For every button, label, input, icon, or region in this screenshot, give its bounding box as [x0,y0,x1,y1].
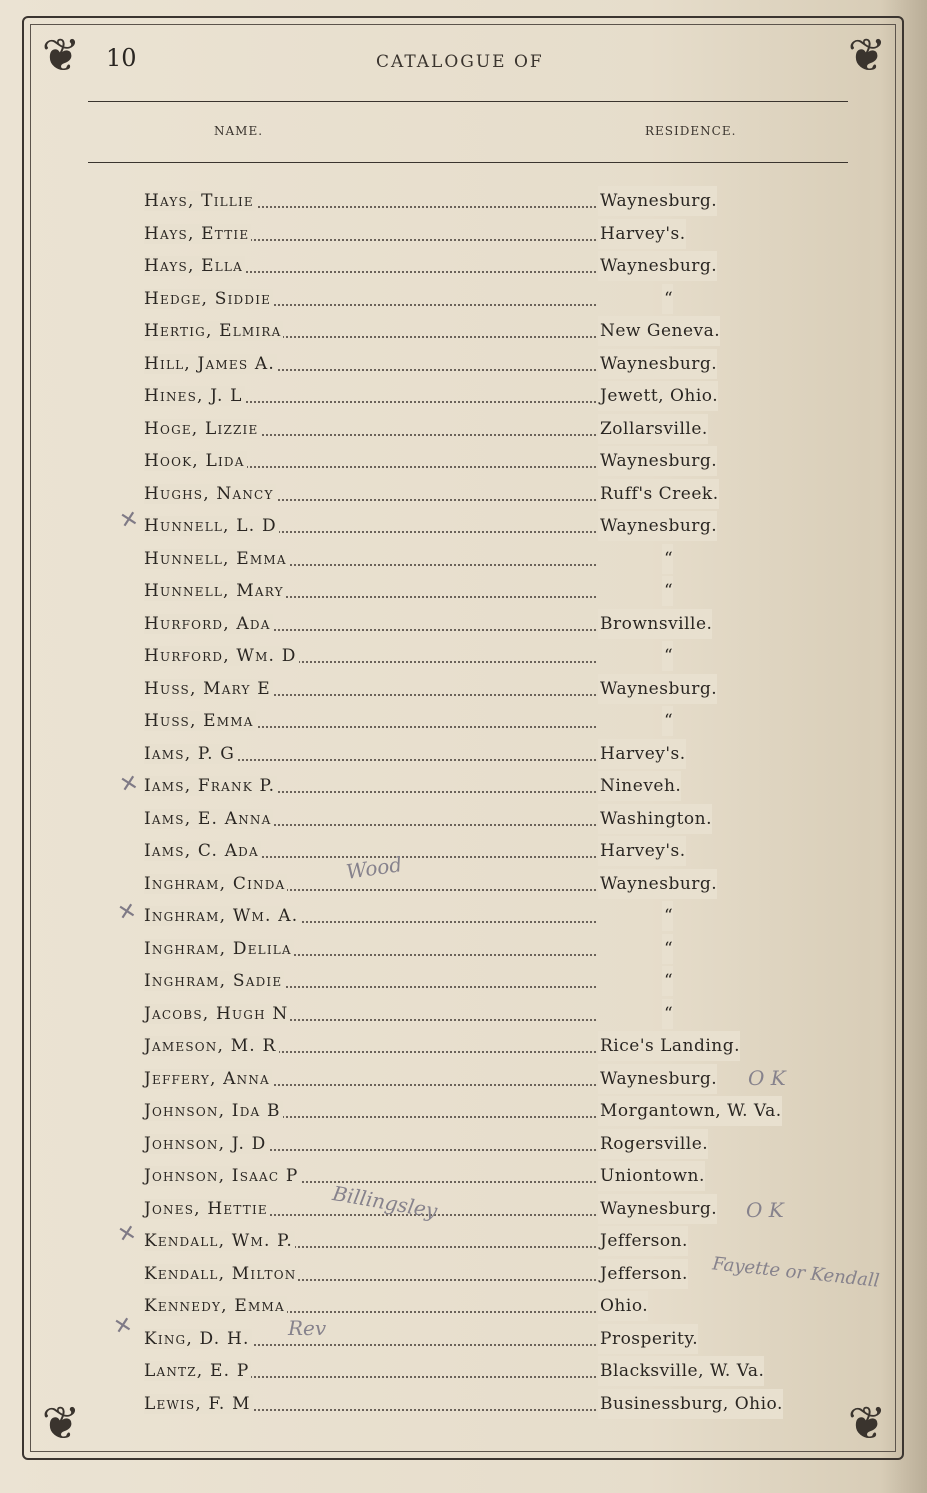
list-item [144,1031,824,1061]
list-item [144,381,824,411]
student-residence: “ [662,284,673,314]
corner-ornament-icon: ❦ [41,1396,81,1450]
list-item [144,1064,824,1094]
header-rule [88,162,848,163]
list-item [144,706,824,736]
student-name: Hook, Lida [144,451,245,471]
list-item [144,771,824,801]
list-item [144,804,824,834]
corner-ornament-icon: ❦ [847,28,887,82]
list-item [144,1356,824,1386]
list-item [144,479,824,509]
list-item [144,316,824,346]
list-item [144,446,824,476]
handwritten-note: Fayette or Kendall [711,1253,881,1292]
column-header-name: NAME. [214,124,264,138]
student-name: Jeffery, Anna [144,1068,270,1089]
student-residence: “ [662,576,673,606]
list-item [144,1161,824,1191]
handwritten-note: O K [746,1198,784,1222]
student-residence: Waynesburg. [598,186,717,216]
student-name: Kendall, Wm. P. [144,1231,293,1251]
handwritten-note: Billingsley [330,1180,440,1224]
student-residence: Washington. [598,804,712,834]
student-name: Kendall, Milton [144,1263,297,1284]
student-name: Iams, E. Anna [144,808,272,829]
page-number: 10 [106,44,137,72]
list-item [144,934,824,964]
student-residence: Waynesburg. [598,511,717,541]
student-name: Iams, P. G [144,743,236,764]
student-name: Johnson, Isaac P [144,1166,299,1186]
list-item [144,576,824,606]
student-residence: Blacksville, W. Va. [598,1356,764,1386]
list-item [144,251,824,281]
handwritten-x-mark: ✕ [115,1220,139,1249]
student-name: Hoge, Lizzie [144,418,259,439]
student-residence: “ [662,999,673,1029]
student-residence: Jefferson. [598,1226,688,1256]
list-item [144,1129,824,1159]
list-item [144,966,824,996]
student-name: Lantz, E. P [144,1361,250,1381]
running-head: CATALOGUE OF [376,52,544,72]
student-name: Hunnell, Emma [144,548,287,569]
student-residence: “ [662,706,673,736]
student-residence: Waynesburg. [598,1194,717,1224]
student-residence: “ [662,934,673,964]
list-item [144,1389,824,1419]
student-name: Hays, Ettie [144,223,250,244]
student-residence: “ [662,966,673,996]
list-item [144,219,824,249]
list-item [144,1194,824,1224]
student-residence: Rice's Landing. [598,1031,740,1061]
student-residence: Waynesburg. [598,674,717,704]
student-name: Hill, James A. [144,353,275,374]
student-residence: Rogersville. [598,1129,708,1159]
handwritten-x-mark: ✕ [115,898,139,927]
list-item [144,544,824,574]
list-item [144,999,824,1029]
list-item [144,901,824,931]
student-residence: Prosperity. [598,1324,698,1354]
handwritten-note: O K [748,1066,786,1090]
student-residence: Ruff's Creek. [598,479,719,509]
student-residence: Jewett, Ohio. [598,381,718,411]
list-item [144,641,824,671]
student-name: Inghram, Wm. A. [144,906,299,926]
student-name: Inghram, Cinda [144,873,286,894]
list-item [144,836,824,866]
student-residence: Brownsville. [598,609,712,639]
student-name: Huss, Mary E [144,678,271,699]
student-residence: Zollarsville. [598,414,708,444]
handwritten-note: Rev [288,1316,327,1340]
list-item [144,1291,824,1321]
student-name: Jameson, M. R [144,1036,277,1056]
student-residence: “ [662,901,673,931]
student-residence: Harvey's. [598,836,686,866]
student-name: Johnson, Ida B [144,1101,281,1121]
handwritten-x-mark: ✕ [117,770,141,799]
list-item [144,869,824,899]
student-residence: Jefferson. [598,1259,688,1289]
list-item [144,511,824,541]
list-item [144,349,824,379]
handwritten-x-mark: ✕ [117,506,141,535]
list-item [144,414,824,444]
list-item [144,186,824,216]
student-residence: Morgantown, W. Va. [598,1096,782,1126]
student-name: Hunnell, Mary [144,581,284,601]
student-name: Inghram, Sadie [144,971,283,991]
student-name: Hedge, Siddie [144,288,272,309]
corner-ornament-icon: ❦ [41,28,81,82]
student-name: Huss, Emma [144,711,254,731]
student-residence: “ [662,641,673,671]
student-residence: Nineveh. [598,771,681,801]
student-name: Hays, Ella [144,256,243,276]
student-name: Hughs, Nancy [144,483,274,504]
student-name: Hays, Tillie [144,191,254,211]
corner-ornament-icon: ❦ [847,1396,887,1450]
student-name: Hunnell, L. D [144,516,277,536]
student-name: Kennedy, Emma [144,1296,285,1316]
student-residence: Uniontown. [598,1161,705,1191]
student-residence: Waynesburg. [598,1064,717,1094]
student-name: Hines, J. L [144,386,243,406]
handwritten-note: Wood [344,852,404,884]
list-item [144,1324,824,1354]
student-name: Jones, Hettie [144,1198,268,1219]
student-residence: Waynesburg. [598,446,717,476]
student-name: Hurford, Ada [144,613,271,634]
list-item [144,609,824,639]
student-name: Inghram, Delila [144,938,292,959]
student-name: Hertig, Elmira [144,321,282,341]
student-residence: New Geneva. [598,316,720,346]
column-header-residence: RESIDENCE. [645,124,737,138]
list-item [144,1226,824,1256]
student-residence: Waynesburg. [598,251,717,281]
student-residence: Waynesburg. [598,349,717,379]
student-residence: Businessburg, Ohio. [598,1389,783,1419]
student-residence: Harvey's. [598,739,686,769]
list-item [144,739,824,769]
student-name: Johnson, J. D [144,1133,267,1154]
student-name: King, D. H. [144,1328,250,1349]
student-name: Hurford, Wm. D [144,646,297,666]
header-rule [88,101,848,102]
list-item [144,284,824,314]
student-residence: Waynesburg. [598,869,717,899]
list-item [144,1096,824,1126]
list-item [144,674,824,704]
handwritten-x-mark: ✕ [111,1312,135,1341]
student-residence: Ohio. [598,1291,648,1321]
student-name: Jacobs, Hugh N [144,1003,289,1024]
student-name: Lewis, F. M [144,1393,251,1414]
student-residence: Harvey's. [598,219,686,249]
student-name: Iams, C. Ada [144,841,259,861]
student-name: Iams, Frank P. [144,776,276,796]
student-residence: “ [662,544,673,574]
